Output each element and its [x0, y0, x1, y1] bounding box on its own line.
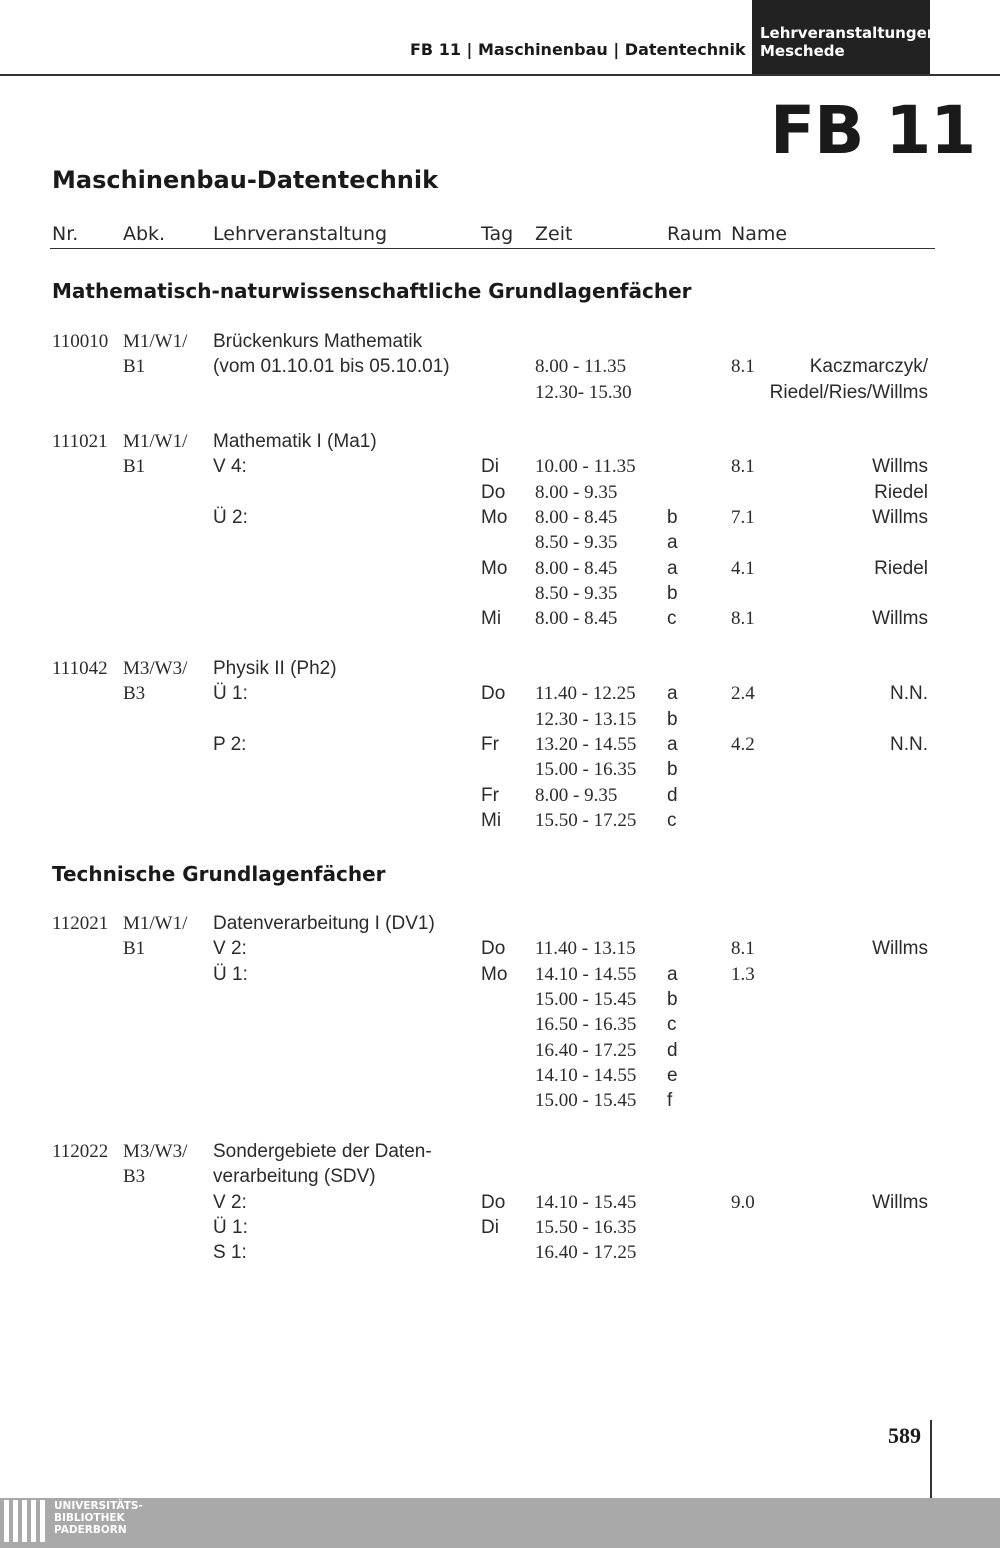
session-type: V 4:	[213, 456, 247, 478]
course-abbreviation: B1	[123, 456, 146, 478]
session-time: 8.50 - 9.35	[535, 532, 618, 554]
course-abbreviation: B1	[123, 938, 146, 960]
course-abbreviation: M1/W1/	[123, 431, 188, 452]
session-day: Mo	[481, 557, 508, 579]
session-type: P 2:	[213, 733, 247, 755]
col-header-nr: Nr.	[52, 223, 79, 245]
session-type: V 2:	[213, 1191, 247, 1213]
session-time: 14.10 - 14.55	[535, 1064, 637, 1086]
session-group: b	[667, 759, 678, 781]
session-group: c	[667, 809, 677, 831]
session-day: Do	[481, 481, 506, 503]
session-lecturer: Willms	[872, 608, 928, 630]
session-time: 16.50 - 16.35	[535, 1014, 637, 1036]
session-group: b	[667, 988, 678, 1010]
session-group: c	[667, 608, 677, 630]
session-room: 8.1	[731, 608, 755, 630]
header-box-line1: Lehrveranstaltungen	[760, 24, 938, 42]
course-title: Brückenkurs Mathematik	[213, 331, 423, 352]
course-number: 111021	[52, 431, 108, 452]
course-number: 111042	[52, 658, 108, 679]
session-group: b	[667, 506, 678, 528]
column-header-rule	[50, 248, 935, 249]
col-header-raum: Raum	[667, 223, 722, 245]
session-time: 8.00 - 9.35	[535, 481, 618, 503]
session-group: c	[667, 1014, 677, 1036]
session-day: Mi	[481, 809, 502, 831]
session-day: Mo	[481, 963, 508, 985]
department-label: FB 11	[770, 92, 976, 169]
session-room: 2.4	[731, 683, 755, 705]
session-lecturer: Riedel	[874, 557, 928, 579]
session-room: 4.1	[731, 557, 755, 579]
course-title: Physik II (Ph2)	[213, 658, 337, 679]
course-number: 110010	[52, 331, 109, 352]
session-lecturer: Kaczmarczyk/	[809, 356, 928, 378]
session-time: 8.00 - 9.35	[535, 784, 618, 806]
session-day: Do	[481, 1191, 506, 1213]
session-lecturer: Riedel/Ries/Willms	[769, 381, 928, 403]
session-time: 16.40 - 17.25	[535, 1039, 637, 1061]
page-number-rule	[930, 1420, 932, 1498]
col-header-abk: Abk.	[123, 223, 166, 245]
session-group: e	[667, 1064, 678, 1086]
session-room: 8.1	[731, 938, 755, 960]
library-logo-icon	[4, 1500, 46, 1544]
session-lecturer: Willms	[872, 506, 928, 528]
session-time: 8.00 - 11.35	[535, 356, 627, 378]
col-header-zeit: Zeit	[535, 223, 573, 245]
session-day: Di	[481, 1216, 499, 1238]
session-time: 15.00 - 15.45	[535, 1090, 637, 1112]
session-room: 8.1	[731, 456, 755, 478]
session-day: Mi	[481, 608, 502, 630]
col-header-lehrveranstaltung: Lehrveranstaltung	[213, 223, 388, 245]
session-lecturer: Willms	[872, 1191, 928, 1213]
session-group: a	[667, 733, 678, 755]
session-time: 15.00 - 15.45	[535, 988, 637, 1010]
header-box-line2: Meschede	[760, 42, 845, 60]
session-room: 1.3	[731, 963, 755, 985]
session-time: 10.00 - 11.35	[535, 456, 636, 478]
session-group: b	[667, 708, 678, 730]
session-type: Ü 1:	[213, 963, 248, 985]
course-title: (vom 01.10.01 bis 05.10.01)	[213, 356, 450, 378]
course-abbreviation: B3	[123, 1166, 146, 1188]
session-day: Di	[481, 456, 499, 478]
session-lecturer: Willms	[872, 456, 928, 478]
course-abbreviation: B3	[123, 683, 146, 705]
session-day: Fr	[481, 784, 499, 806]
session-lecturer: N.N.	[890, 683, 928, 705]
session-room: 8.1	[731, 356, 755, 378]
group-heading: Mathematisch-naturwissenschaftliche Grundlagenfächer	[52, 279, 692, 303]
session-type: Ü 2:	[213, 506, 248, 528]
course-abbreviation: M3/W3/	[123, 1141, 188, 1162]
course-title: Mathematik I (Ma1)	[213, 431, 377, 452]
session-lecturer: Riedel	[874, 481, 928, 503]
session-time: 15.50 - 16.35	[535, 1216, 637, 1238]
course-title: Sondergebiete der Daten-	[213, 1141, 432, 1162]
course-title: Datenverarbeitung I (DV1)	[213, 913, 435, 934]
session-type: Ü 1:	[213, 683, 248, 705]
session-group: a	[667, 557, 678, 579]
session-time: 12.30- 15.30	[535, 381, 632, 403]
session-time: 8.00 - 8.45	[535, 557, 618, 579]
session-time: 8.00 - 8.45	[535, 506, 618, 528]
session-time: 8.00 - 8.45	[535, 608, 618, 630]
session-time: 15.00 - 16.35	[535, 759, 637, 781]
session-day: Mo	[481, 506, 508, 528]
course-abbreviation: B1	[123, 356, 146, 378]
col-header-tag: Tag	[481, 223, 514, 245]
session-group: b	[667, 582, 678, 604]
session-time: 14.10 - 14.55	[535, 963, 637, 985]
session-room: 4.2	[731, 733, 755, 755]
session-time: 16.40 - 17.25	[535, 1242, 637, 1264]
session-time: 8.50 - 9.35	[535, 582, 618, 604]
session-lecturer: Willms	[872, 938, 928, 960]
library-logo-text: UNIVERSITÄTS- BIBLIOTHEK PADERBORN	[54, 1500, 143, 1536]
session-group: d	[667, 784, 678, 806]
session-type: Ü 1:	[213, 1216, 248, 1238]
session-time: 15.50 - 17.25	[535, 809, 637, 831]
session-day: Fr	[481, 733, 499, 755]
course-number: 112022	[52, 1141, 109, 1162]
course-title: verarbeitung (SDV)	[213, 1166, 376, 1188]
course-abbreviation: M1/W1/	[123, 331, 188, 352]
session-time: 12.30 - 13.15	[535, 708, 637, 730]
session-time: 13.20 - 14.55	[535, 733, 637, 755]
session-room: 9.0	[731, 1191, 755, 1213]
header-label-box	[752, 0, 938, 74]
session-day: Do	[481, 938, 506, 960]
session-time: 11.40 - 12.25	[535, 683, 636, 705]
session-time: 11.40 - 13.15	[535, 938, 636, 960]
page-title: Maschinenbau-Datentechnik	[52, 166, 439, 194]
course-abbreviation: M3/W3/	[123, 658, 188, 679]
session-group: a	[667, 683, 678, 705]
session-group: a	[667, 532, 678, 554]
col-header-name: Name	[731, 223, 788, 245]
session-lecturer: N.N.	[890, 733, 928, 755]
footer-bar	[0, 1498, 1000, 1548]
group-heading: Technische Grundlagenfächer	[52, 862, 386, 886]
session-time: 14.10 - 15.45	[535, 1191, 637, 1213]
course-number: 112021	[52, 913, 109, 934]
course-abbreviation: M1/W1/	[123, 913, 188, 934]
page-number: 589	[888, 1423, 921, 1448]
session-type: V 2:	[213, 938, 247, 960]
session-group: d	[667, 1039, 678, 1061]
session-group: f	[667, 1090, 673, 1112]
session-type: S 1:	[213, 1242, 247, 1264]
session-group: a	[667, 963, 678, 985]
session-room: 7.1	[731, 506, 755, 528]
header-rule	[0, 74, 1000, 76]
session-day: Do	[481, 683, 506, 705]
breadcrumb: FB 11 | Maschinenbau | Datentechnik	[410, 40, 746, 59]
